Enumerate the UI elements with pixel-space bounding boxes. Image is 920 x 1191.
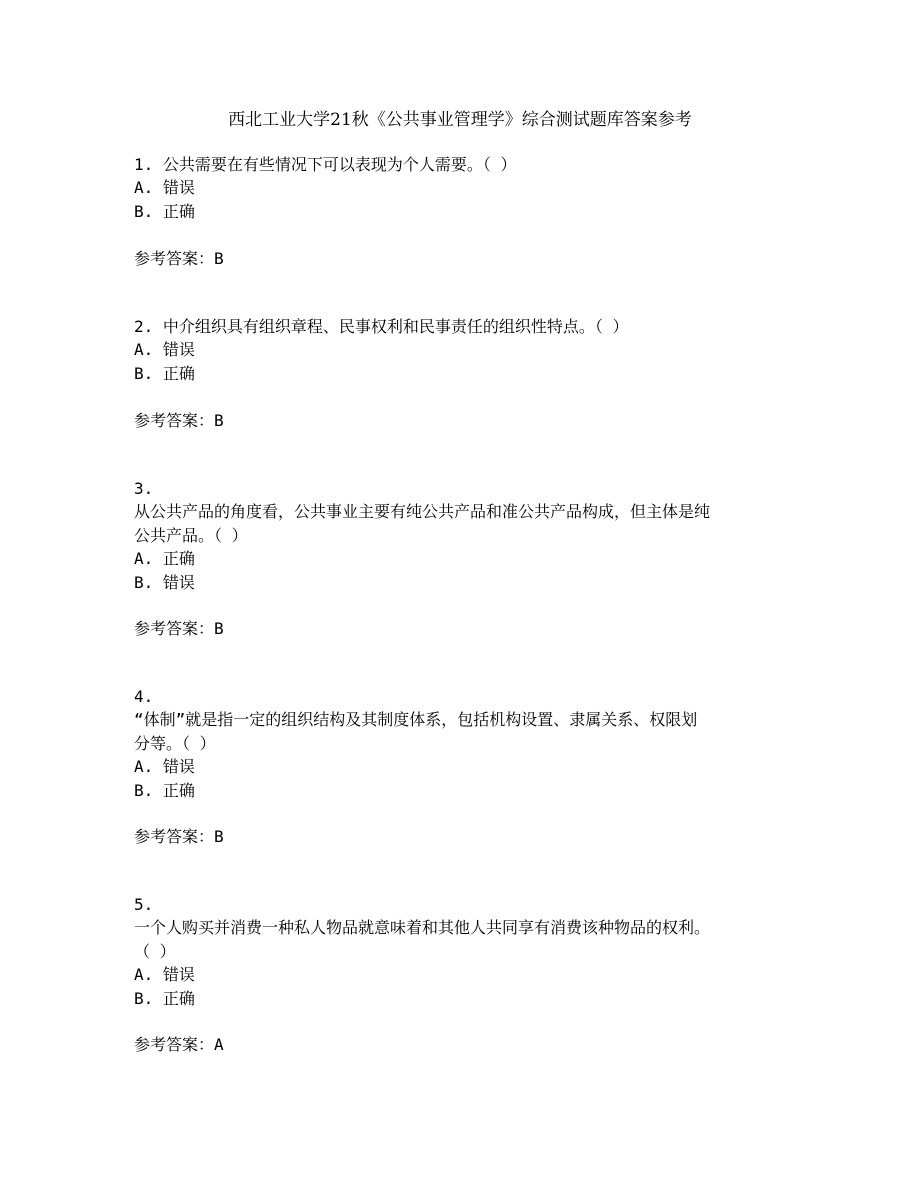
document-title: 西北工业大学21秋《公共事业管理学》综合测试题库答案参考: [228, 110, 692, 130]
option-b: B. 正确: [134, 988, 195, 1008]
answer-line: [134, 247, 794, 270]
answer-value: B: [214, 619, 224, 639]
answer-label: 参考答案：: [134, 619, 215, 639]
option-a: A. 错误: [134, 965, 195, 985]
option-b: B. 错误: [134, 572, 195, 592]
answer-line: [134, 1033, 794, 1056]
question-text: “体制”就是指一定的组织结构及其制度体系，包括机构设置、隶属关系、权限划: [134, 710, 698, 730]
answer-value: A: [214, 1035, 224, 1055]
option-a: A. 错误: [134, 178, 195, 198]
option-b: B. 正确: [134, 363, 195, 383]
question-number: 5.: [134, 895, 154, 914]
question-2: [134, 315, 794, 432]
question-number: 3.: [134, 479, 154, 498]
option-a: A. 错误: [134, 340, 195, 360]
answer-value: B: [214, 410, 224, 430]
answer-label: 参考答案：: [134, 248, 215, 268]
option-a: A. 正确: [134, 549, 195, 569]
question-5: [134, 893, 794, 1057]
answer-value: B: [214, 827, 224, 847]
question-text: 从公共产品的角度看，公共事业主要有纯公共产品和准公共产品构成，但主体是纯: [134, 502, 711, 522]
option-b: B. 正确: [134, 780, 195, 800]
question-text-continued: 分等。（ ）: [134, 733, 216, 753]
answer-line: [134, 617, 794, 640]
answer-label: 参考答案：: [134, 1035, 215, 1055]
answer-value: B: [214, 248, 224, 268]
question-text: 2. 中介组织具有组织章程、民事权利和民事责任的组织性特点。（ ）: [134, 317, 629, 336]
question-text-continued: （ ）: [134, 941, 176, 961]
answer-label: 参考答案：: [134, 410, 215, 430]
question-text: 1. 公共需要在有些情况下可以表现为个人需要。（ ）: [134, 155, 517, 174]
question-text: 一个人购买并消费一种私人物品就意味着和其他人共同享有消费该种物品的权利。: [134, 918, 711, 938]
question-4: [134, 685, 794, 849]
question-3: [134, 477, 794, 641]
question-text-continued: 公共产品。（ ）: [134, 525, 248, 545]
question-1: [134, 153, 794, 270]
option-a: A. 错误: [134, 757, 195, 777]
answer-line: [134, 825, 794, 848]
option-b: B. 正确: [134, 201, 195, 221]
answer-label: 参考答案：: [134, 827, 215, 847]
answer-line: [134, 409, 794, 432]
question-number: 4.: [134, 687, 154, 706]
